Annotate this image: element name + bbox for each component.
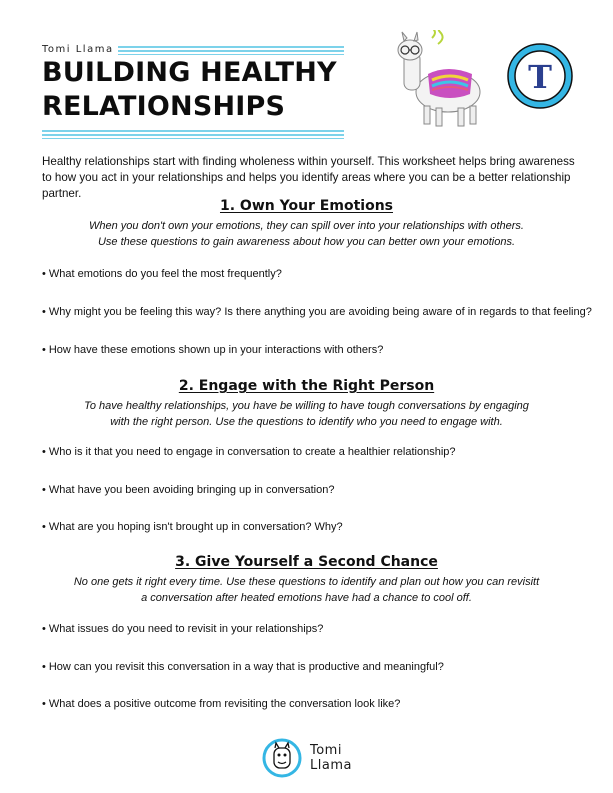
section-2-question-3 [42, 520, 587, 534]
title-line-1: BUILDING HEALTHY [42, 57, 337, 88]
footer-wordmark-line-1: Tomi [310, 743, 342, 758]
title-line-2: RELATIONSHIPS [42, 91, 286, 122]
section-3-question-2 [42, 660, 587, 674]
section-1-question-2 [42, 305, 592, 319]
section-3-question-1 [42, 622, 587, 636]
section-2-subtitle-1: To have healthy relationships, you have be willing to have tough conversations by engaging [84, 400, 529, 412]
question-text: What emotions do you feel the most frequently? [48, 268, 282, 280]
question-text: How can you revisit this conversation in a way that is productive and meaningful? [48, 661, 444, 673]
bullet: • [42, 306, 46, 318]
intro-paragraph: Healthy relationships start with finding wholeness within yourself. This worksheet helps bring awareness to how you act in your relationships and helps you identify areas where you can be a better relationship partner. [42, 155, 575, 200]
section-3-title: 3. Give Yourself a Second Chance [175, 554, 438, 570]
llama-illustration [384, 30, 486, 130]
section-2-subtitle-2: with the right person. Use the questions to identify who you need to engage with. [110, 416, 503, 428]
badge-letter: T [528, 58, 552, 96]
llama-face-logo [262, 738, 302, 778]
section-2-question-1 [42, 445, 587, 459]
section-3-subtitle-1: No one gets it right every time. Use these questions to identify and plan out how you can revisitt [73, 576, 540, 588]
bullet: • [42, 623, 46, 635]
bullet: • [42, 661, 46, 673]
question-text: What does a positive outcome from revisiting the conversation look like? [48, 698, 401, 710]
footer-wordmark [310, 743, 352, 773]
question-text: Who is it that you need to engage in conversation to create a healthier relationship? [48, 446, 456, 458]
section-1-title: 1. Own Your Emotions [219, 198, 393, 214]
header-stripe-bottom [42, 130, 344, 139]
bullet: • [42, 344, 46, 356]
section-1-subtitle-1: When you don't own your emotions, they can spill over into your relationships with others. [89, 220, 524, 232]
section-3-subtitle-2: a conversation after heated emotions have had a chance to cool off. [141, 592, 472, 604]
tomi-badge-logo [506, 42, 574, 110]
page-title [42, 56, 337, 124]
question-text: What have you been avoiding bringing up in conversation? [48, 484, 335, 496]
bullet: • [42, 521, 46, 533]
question-text: Why might you be feeling this way? Is there anything you are avoiding being aware of in regards to that feeling? [48, 306, 592, 318]
section-1-question-1 [42, 267, 587, 281]
footer-wordmark-line-2: Llama [310, 758, 352, 773]
section-2-title: 2. Engage with the Right Person [178, 378, 435, 394]
bullet: • [42, 268, 46, 280]
footer-logo [262, 738, 352, 778]
brand-wordmark-text: Tomi Llama [42, 44, 114, 55]
header-stripe-top [118, 46, 344, 55]
question-text: How have these emotions shown up in your interactions with others? [48, 344, 384, 356]
question-text: What issues do you need to revisit in your relationships? [48, 623, 324, 635]
bullet: • [42, 698, 46, 710]
bullet: • [42, 484, 46, 496]
section-1-subtitle-2: Use these questions to gain awareness about how you can better own your emotions. [97, 236, 516, 248]
brand-wordmark [42, 44, 114, 55]
question-text: What are you hoping isn't brought up in conversation? Why? [48, 521, 343, 533]
section-3-question-3 [42, 697, 587, 711]
section-2-question-2 [42, 483, 587, 497]
section-1-question-3 [42, 343, 587, 357]
bullet: • [42, 446, 46, 458]
